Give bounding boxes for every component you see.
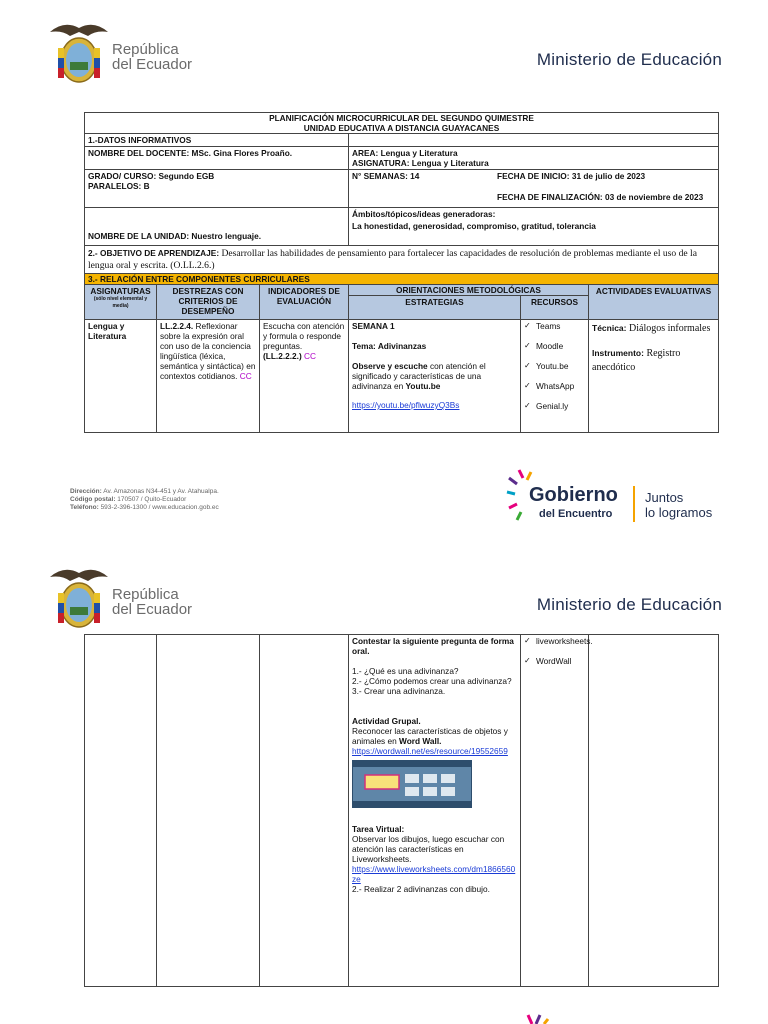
- col-orientaciones: ORIENTACIONES METODOLÓGICAS: [349, 285, 589, 296]
- recurso-item: ✓ Teams: [524, 321, 585, 331]
- actividades-value: Técnica: Diálogos informales Instrumento: Registro anecdótico: [589, 320, 719, 433]
- planificacion-table-continued: [84, 634, 719, 987]
- planificacion-table: [84, 112, 719, 433]
- coat-of-arms-icon: [48, 18, 110, 86]
- estrategias-value: SEMANA 1 Tema: Adivinanzas Observe y escuche con atención el significado y características de una adivinanza en Youtu.be https://youtu.be/pflwuzyQ3Bs: [349, 320, 521, 433]
- recursos-continued: [521, 635, 593, 987]
- grado-cell: GRADO/ CURSO: Segundo EGB PARALELOS: B: [85, 170, 349, 208]
- unidad-cell: NOMBRE DE LA UNIDAD: Nuestro lenguaje.: [85, 208, 349, 246]
- indicador-value: Escucha con atención y formula o responde preguntas. (LL.2.2.2.) CC: [260, 320, 349, 433]
- docente-cell: NOMBRE DEL DOCENTE: MSc. Gina Flores Proaño.: [85, 147, 349, 170]
- destreza-value: LL.2.2.4. Reflexionar sobre la expresión oral con uso de la conciencia lingüística (léxica, semántica y sintáctica) en contextos cotidianos. CC: [157, 320, 260, 433]
- col-asignaturas: ASIGNATURAS (sólo nivel elemental y media): [85, 285, 157, 320]
- fecha-fin-text: FECHA DE FINALIZACIÓN: 03 de noviembre de 2023: [497, 192, 704, 202]
- republica-text: República del Ecuador: [112, 586, 193, 618]
- recurso-item: ✓ WhatsApp: [524, 381, 585, 391]
- republica-logo: [48, 563, 238, 633]
- wordwall-thumbnail: [352, 760, 472, 808]
- empty-cell: [589, 635, 719, 987]
- divider: [633, 486, 635, 522]
- col-indicadores: INDICADORES DE EVALUACIÓN: [260, 285, 349, 320]
- wordwall-image-icon: [353, 761, 471, 807]
- empty-cell: [157, 635, 260, 987]
- ministerio-title: Ministerio de Educación: [536, 50, 722, 69]
- table-title: PLANIFICACIÓN MICROCURRICULAR DEL SEGUNDO QUIMESTRE UNIDAD EDUCATIVA A DISTANCIA GUAYACANES: [85, 113, 719, 134]
- objetivo-cell: 2.- OBJETIVO DE APRENDIZAJE: Desarrollar las habilidades de pensamiento para fortalecer las capacidades de resolución de problemas mediante el uso de la lengua oral y escrita. (O.LL.2.6.): [85, 246, 719, 274]
- fechas-cell: [349, 170, 719, 208]
- gobierno-logo: [505, 468, 730, 528]
- page-2: [0, 545, 768, 1024]
- recurso-item: ✓ Moodle: [524, 341, 585, 351]
- youtube-link[interactable]: https://youtu.be/pflwuzyQ3Bs: [352, 400, 460, 410]
- republica-logo: [48, 18, 238, 88]
- datos-informativos: 1.-DATOS INFORMATIVOS: [85, 134, 349, 147]
- asignatura-value: Lengua y Literatura: [85, 320, 157, 433]
- recurso-item: ✓ Genial.ly: [524, 401, 585, 411]
- estrategias-continued: Contestar la siguiente pregunta de forma oral. 1.- ¿Qué es una adivinanza? 2.- ¿Cómo podemos crear una adivinanza? 3.- Crear una adivinanza. Actividad Grupal. Reconocer las características de objetos y animales en Word Wall. https://wordwall.net/es/resource/19552659 Tarea Virtual: Observar los dibujos, luego escuchar con atención las características en Liveworksheets. https://www.liveworksheets.com/dm1866560ze 2.- Realizar 2 adivinanzas con dibujo.: [349, 635, 521, 987]
- gobierno-text: Gobierno: [529, 484, 618, 506]
- recurso-item: ✓ WordWall: [524, 656, 585, 666]
- empty-cell: [85, 635, 157, 987]
- wordwall-link[interactable]: https://wordwall.net/es/resource/19552659: [352, 746, 508, 756]
- del-encuentro-text: del Encuentro: [539, 508, 613, 520]
- ministerio-title: Ministerio de Educación: [536, 595, 722, 614]
- relacion-row: 3.- RELACIÓN ENTRE COMPONENTES CURRICULARES: [85, 274, 719, 285]
- fecha-inicio-text: FECHA DE INICIO: 31 de julio de 2023: [497, 171, 646, 181]
- republica-text: República del Ecuador: [112, 41, 193, 73]
- gobierno-rays-icon: [514, 1013, 554, 1024]
- col-recursos: RECURSOS: [521, 296, 589, 320]
- area-cell: AREA: Lengua y Literatura ASIGNATURA: Lengua y Literatura: [349, 147, 719, 170]
- footer-contact: Dirección: Av. Amazonas N34-451 y Av. Atahualpa. Código postal: 170507 / Quito-Ecuador Teléfono: 593-2-396-1300 / www.educacion.gob.ec: [70, 488, 219, 511]
- col-actividades: ACTIVIDADES EVALUATIVAS: [589, 285, 719, 320]
- col-estrategias: ESTRATEGIAS: [349, 296, 521, 320]
- liveworksheets-link[interactable]: https://www.liveworksheets.com/dm1866560ze: [352, 864, 516, 884]
- col-destrezas: DESTREZAS CON CRITERIOS DE DESEMPEÑO: [157, 285, 260, 320]
- empty-cell: [260, 635, 349, 987]
- recursos-value: [521, 320, 589, 433]
- semanas-text: N° SEMANAS: 14: [352, 171, 420, 181]
- empty-cell: [349, 134, 719, 147]
- recurso-item: ✓ liveworksheets.: [524, 636, 585, 646]
- ambitos-cell: Ámbitos/tópicos/ideas generadoras: La honestidad, generosidad, compromiso, gratitud, tolerancia: [349, 208, 719, 246]
- juntos-text: Juntos lo logramos: [645, 490, 713, 520]
- coat-of-arms-icon: [48, 563, 110, 631]
- recurso-item: ✓ Youtu.be: [524, 361, 585, 371]
